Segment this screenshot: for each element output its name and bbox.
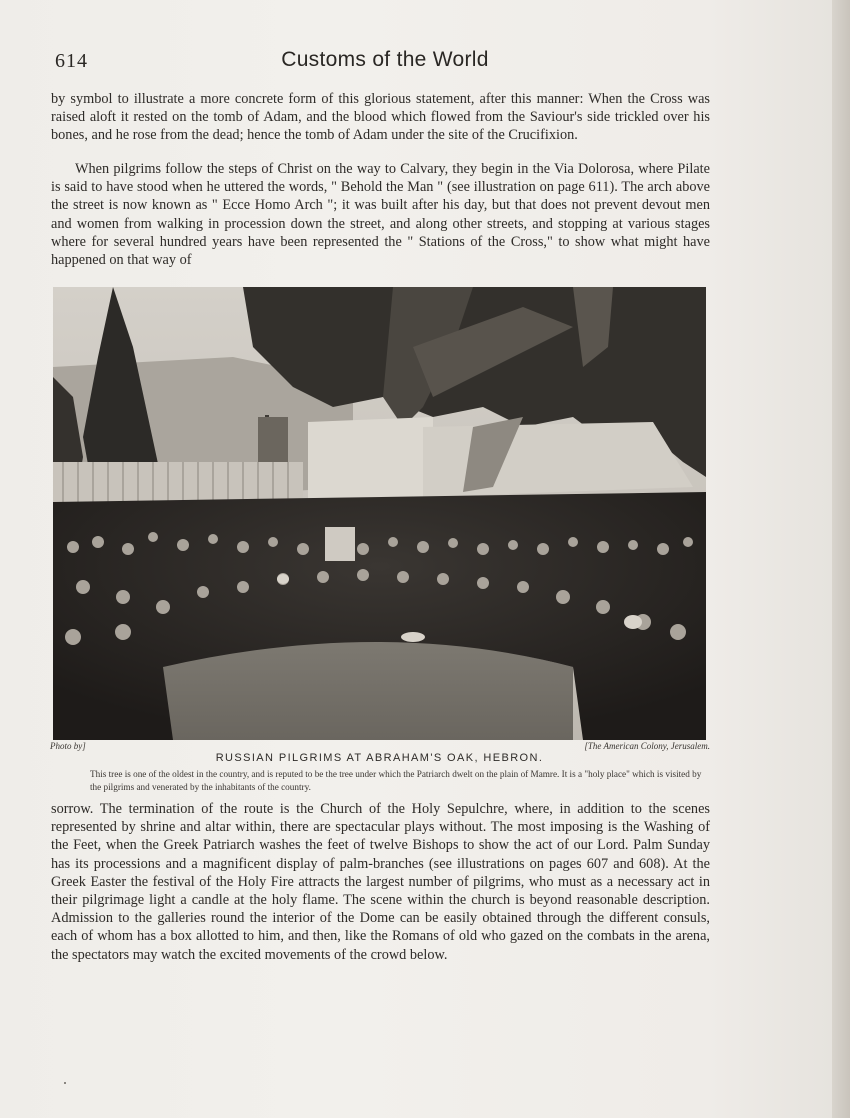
paragraph-3-text: sorrow. The termination of the route is the Church of the Holy Sepulchre, where, in addition to the scenes represented by shrine and altar within, there are spectacular plays without. The most imposing is the Washing of the Feet, when the Greek Patriarch washes the feet of twelve Bishops to show the act of our Lord. Palm Sunday has its processions and a magnificent display of palm-branches (see illustrations on pages 607 and 608). At the Greek Easter the festival of the Holy Fire attracts the largest number of pilgrims, who must as a necessary act in their pilgrimage light a candle at the holy flame. The scene within the church is beyond reasonable description. Admission to the galleries round the interior of the Dome can be easily obtained through the different consuls, each of whom has a box allotted to him, and then, like the Romans of old who gazed on the combats in the arena, the spectators may watch the excited movements of the crowd below. <box>51 801 710 963</box>
photograph-pilgrims <box>53 287 706 740</box>
tent-left <box>308 417 433 502</box>
paper-speck <box>64 1082 66 1084</box>
held-icon-painting <box>325 527 355 561</box>
paragraph-1 <box>51 90 710 145</box>
paragraph-2-text: When pilgrims follow the steps of Christ on the way to Calvary, they begin in the Via Dolorosa, where Pilate is said to have stood when he uttered the words, " Behold the Man " (see illustration on page 611). The arch above the street is now known as " Ecce Homo Arch "; it was built after his day, but that does not prevent devout men and women from walking in procession down the street, and along other streets, and stopping at various stages where for several hundred years have been represented the " Stations of the Cross," to show what might have happened on that way of <box>51 161 710 269</box>
paragraph-2 <box>51 160 710 269</box>
paragraph-1-text: by symbol to illustrate a more concrete form of this glorious statement, after this manner: When the Cross was raised aloft it rested on the tomb of Adam, and the blood which flowed from the Saviour's side trickled over his bones, and he rose from the dead; hence the tomb of Adam under the site of the Crucifixion. <box>51 91 710 144</box>
paragraph-3 <box>51 800 710 964</box>
figure-caption-note: This tree is one of the oldest in the country, and is reputed to be the tree under which the Patriarch dwelt on the plain of Mamre. It is a "holy place" which is visited by the pilgrims and venerated by the inhabitants of the country. <box>90 769 702 792</box>
fence <box>53 462 303 502</box>
tent-right <box>423 422 693 497</box>
page-header <box>55 48 715 78</box>
running-title: Customs of the World <box>281 48 489 71</box>
figure-caption-title: RUSSIAN PILGRIMS AT ABRAHAM'S OAK, HEBRON. <box>215 752 544 764</box>
photograph-illustration <box>53 287 706 740</box>
photo-credit-label: Photo by] <box>50 741 86 751</box>
page-edge <box>832 0 850 1118</box>
page-number: 614 <box>55 50 88 72</box>
photo-credit-source: [The American Colony, Jerusalem. <box>584 741 710 751</box>
